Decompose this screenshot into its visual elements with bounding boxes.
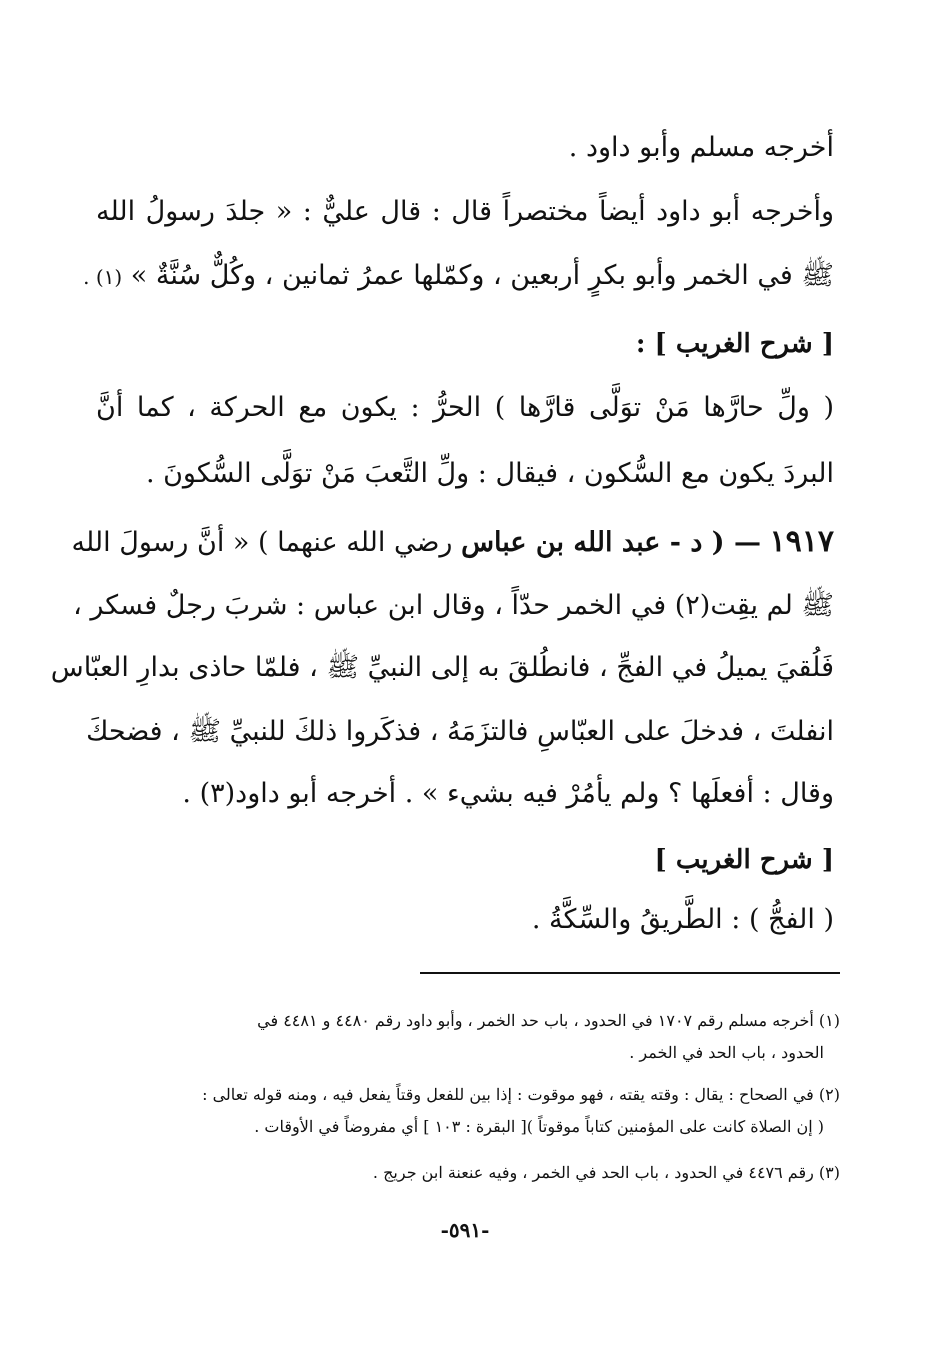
text-line-2-content: وأخرجه أبو داود أيضاً مختصراً قال : قال عليٌّ : « جلدَ رسولُ الله: [96, 196, 834, 227]
footnote-2-text-b: ( إن الصلاة كانت على المؤمنين كتاباً موقوتاً )[ البقرة : ١٠٣ ] أي مفروضاً في الأوقات .: [254, 1117, 824, 1136]
text-line-2: [96, 190, 834, 234]
footnote-2-line-2: [106, 1112, 824, 1142]
text-line-5: [96, 452, 834, 496]
text-line-11-content: ( الفجُّ ) : الطَّريقُ والسِّكَّةُ .: [531, 904, 834, 935]
footnote-2-text-a: (٢) في الصحاح : يقال : وقته يقته ، فهو موقوت : إذا بين للفعل وقتاً يفعل فيه ، ومنه قوله تعالى :: [202, 1085, 840, 1104]
footnote-separator: [420, 972, 840, 974]
text-line-1-content: أخرجه مسلم وأبو داود .: [568, 132, 834, 163]
text-line-8-content: فَلُقيَ يميلُ في الفجِّ ، فانطُلقَ به إلى النبيِّ ﷺ ، فلمّا حاذى بدارِ العبّاس: [50, 652, 834, 683]
page-number: -٥٩١-: [440, 1218, 490, 1242]
text-line-3-content: ﷺ في الخمر وأبو بكرٍ أربعين ، وكمّلها عمرُ ثمانين ، وكُلٌّ سُنَّةٌ »: [130, 260, 834, 291]
section-heading-gharib-2: [96, 838, 834, 882]
text-line-4-content: ( ولِّ حارَّها مَنْ توَلَّى قارَّها ) الحرُّ : يكون مع الحركة ، كما أنَّ: [96, 392, 834, 423]
footnote-1-text-a: (١) أخرجه مسلم رقم ١٧٠٧ في الحدود ، باب حد الخمر ، وأبو داود رقم ٤٤٨٠ و ٤٤٨١ في: [257, 1011, 840, 1030]
footnote-3-text: (٣) رقم ٤٤٧٦ في الحدود ، باب الحد في الخمر ، وفيه عنعنة ابن جريج .: [372, 1163, 840, 1182]
hadith-header-line: [71, 520, 834, 564]
footnote-1-line-1: [106, 1006, 840, 1036]
hadith-number: ١٩١٧: [769, 524, 834, 559]
text-line-11: [96, 898, 834, 942]
hadith-text-start: رضي الله عنهما ) « أنَّ رسولَ الله: [71, 527, 453, 558]
section-heading-gharib-2-text: [ شرح الغريب ]: [654, 845, 834, 875]
text-line-10-content: وقال : أفعلَها ؟ ولم يأمُرْ فيه بشيء » . أخرجه أبو داود(٣) .: [182, 778, 834, 809]
text-line-9: [86, 710, 834, 754]
text-line-7-content: ﷺ لم يقِت(٢) في الخمر حدّاً ، وقال ابن عباس : شربَ رجلٌ فسكر ،: [73, 590, 834, 621]
text-line-9-content: انفلتَ ، فدخلَ على العبّاسِ فالتزَمَهُ ، فذكَروا ذلكَ للنبيِّ ﷺ ، فضحكَ: [86, 716, 834, 747]
text-line-7: [73, 584, 834, 628]
footnote-1-line-2: [106, 1038, 824, 1068]
text-line-4: [96, 386, 834, 430]
footnote-2-line-1: [106, 1080, 840, 1110]
footnote-1-text-b: الحدود ، باب الحد في الخمر .: [629, 1043, 824, 1062]
hadith-narrator: — ( د - عبد الله بن عباس: [461, 527, 761, 558]
text-line-8: [50, 646, 834, 690]
text-line-10: [96, 772, 834, 816]
section-heading-gharib-1: [96, 322, 834, 366]
footnote-3-line: [106, 1158, 840, 1188]
text-line-5-content: البردَ يكون مع السُّكون ، فيقال : ولِّ التَّعبَ مَنْ توَلَّى السُّكونَ .: [145, 458, 834, 489]
section-heading-gharib-1-text: [ شرح الغريب ] :: [635, 329, 834, 359]
text-line-3: [83, 254, 834, 298]
text-line-1: [96, 126, 834, 170]
footnote-ref-1: (١) .: [83, 265, 123, 289]
